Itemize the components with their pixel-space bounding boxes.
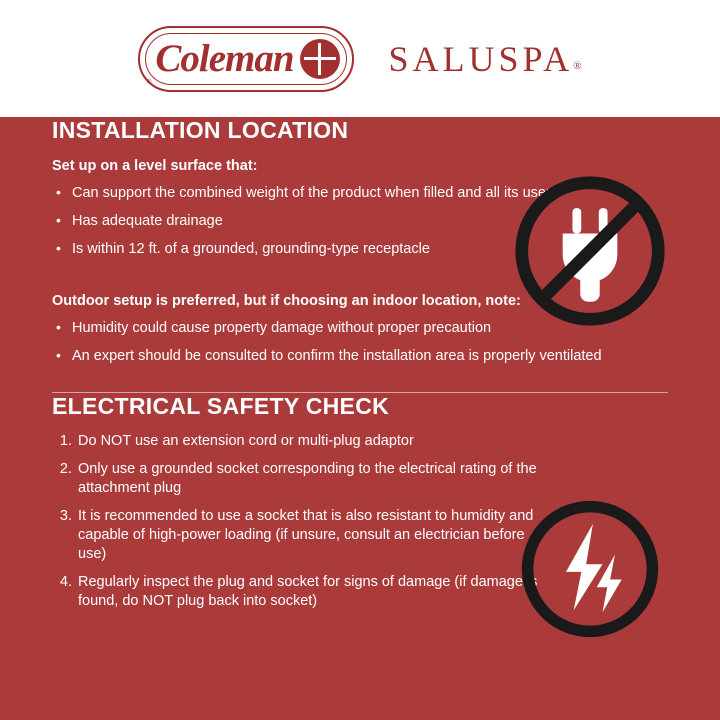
lightning-bolt-icon: [518, 497, 662, 641]
coleman-wordmark: Coleman: [155, 37, 294, 80]
list-item: Regularly inspect the plug and socket for signs of damage (if damage is found, do NOT plug back into socket): [78, 574, 538, 609]
brand-header: [0, 0, 720, 117]
list-item: • Is within 12 ft. of a grounded, grounding-type receptacle: [52, 240, 668, 259]
coleman-registered-mark: ®: [146, 77, 152, 86]
section-divider: [52, 392, 668, 393]
no-plug-icon: [512, 173, 668, 329]
saluspa-registered-mark: ®: [573, 59, 582, 72]
list-item: • Has adequate drainage: [52, 212, 668, 231]
installation-lead-text: Set up on a level surface that:: [52, 158, 258, 174]
list-item: • Can support the combined weight of the product when filled and all its users: [52, 184, 668, 203]
coleman-logo: [138, 26, 354, 92]
coleman-emblem-icon: [300, 39, 340, 79]
saluspa-text: SALUSPA: [388, 38, 574, 79]
section-title-electrical: ELECTRICAL SAFETY CHECK: [52, 393, 390, 419]
content-body: [0, 117, 720, 720]
list-item: • An expert should be consulted to confirm the installation area is properly ventilated: [52, 347, 668, 366]
installation-lead-text-secondary: Outdoor setup is preferred, but if choosing an indoor location, note:: [52, 293, 521, 309]
list-item: It is recommended to use a socket that is also resistant to humidity and capable of high-power loading (if unsure, consult an electrician before use): [78, 508, 534, 562]
saluspa-wordmark: [388, 38, 581, 80]
list-item: Do NOT use an extension cord or multi-plug adaptor: [78, 433, 414, 449]
list-item: • Humidity could cause property damage without proper precaution: [52, 319, 668, 338]
section-title-installation: INSTALLATION LOCATION: [52, 117, 349, 143]
list-item: Only use a grounded socket corresponding to the electrical rating of the attachment plug: [78, 461, 537, 496]
